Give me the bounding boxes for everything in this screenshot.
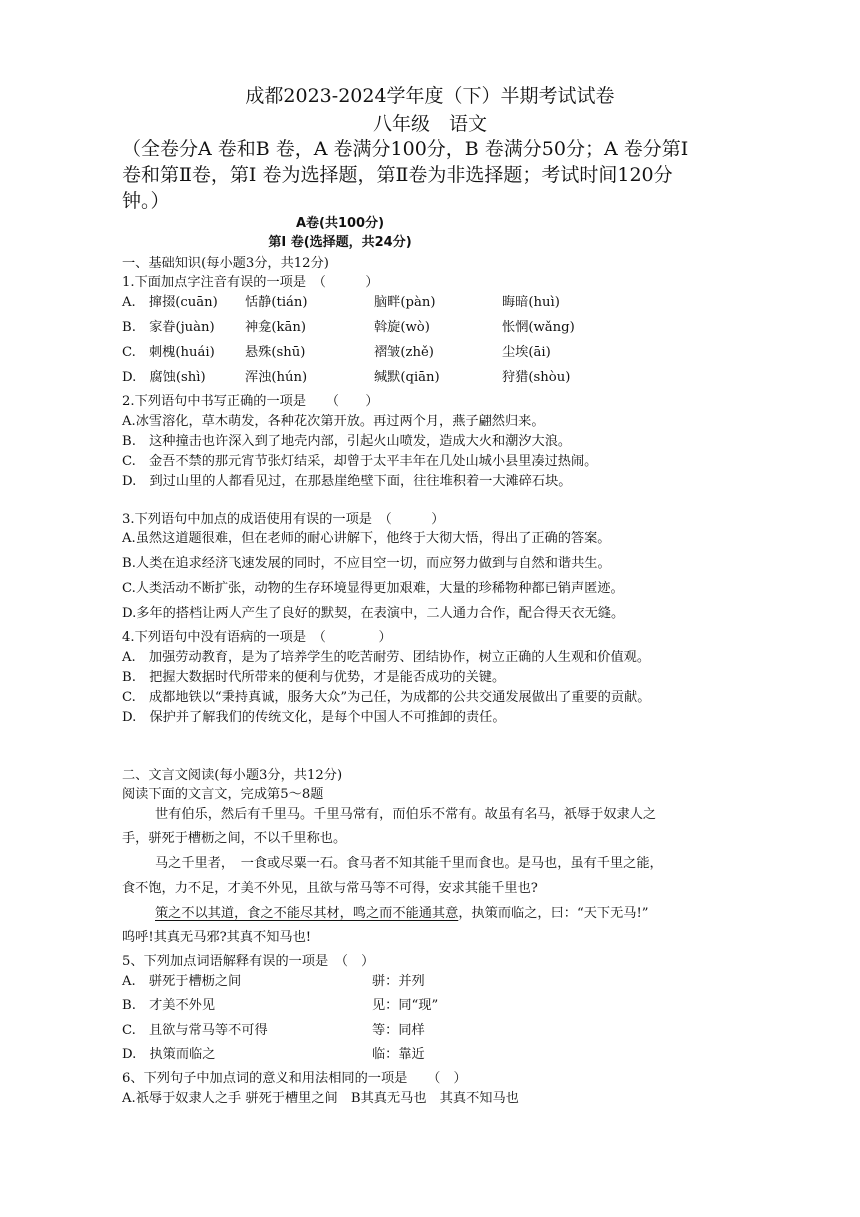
q1-row-a-word-4: 晦暗(huì): [502, 295, 560, 310]
question-3-stem: 3.下列语句中加点的成语使用有误的一项是 （ ）: [122, 512, 445, 527]
reading-instruction: 阅读下面的文言文，完成第5～8题: [122, 787, 324, 802]
q5-option-b-gloss: 见：同“现”: [372, 998, 439, 1013]
volume-1-title: 第Ⅰ 卷(选择题，共24分): [268, 235, 412, 250]
passage-paragraph-2-line-1: 马之千里者， 一食或尽粟一石。食马者不知其能千里而食也。是马也，虽有千里之能，: [155, 856, 663, 871]
question-4-stem: 4.下列语句中没有语病的一项是 （ ）: [122, 630, 392, 645]
q1-row-c-word-1: C. 刺槐(huái): [122, 345, 215, 360]
q1-row-b-word-3: 斡旋(wò): [374, 320, 430, 335]
q2-option-a: A.冰雪溶化，草木萌发，各种花次第开放。再过两个月，燕子翩然归来。: [122, 414, 545, 429]
q1-row-d-word-2: 浑浊(hún): [245, 370, 308, 385]
passage-paragraph-1-line-2: 手，骈死于槽枥之间，不以千里称也。: [122, 831, 347, 846]
section-1-heading: 一、基础知识(每小题3分，共12分): [122, 256, 329, 271]
question-1-stem: 1.下面加点字注音有误的一项是 （ ）: [122, 275, 379, 290]
q1-row-d-word-3: 缄默(qiān): [374, 370, 440, 385]
q1-row-c-word-3: 褶皱(zhě): [374, 345, 434, 360]
q4-option-a: A. 加强劳动教育，是为了培养学生的吃苦耐劳、团结协作，树立正确的人生观和价值观。: [122, 650, 651, 665]
q5-option-b-phrase: B. 才美不外见: [122, 998, 216, 1013]
q2-option-c: C. 金吾不禁的那元宵节张灯结采，却曾于太平丰年在几处山城小县里凑过热闹。: [122, 454, 598, 469]
q1-row-a-word-3: 脑畔(pàn): [374, 295, 436, 310]
question-5-stem: 5、下列加点词语解释有误的一项是 （ ）: [122, 954, 375, 969]
q6-option-a: A.祇辱于奴隶人之手 骈死于槽里之间 B其真无马也 其真不知马也: [122, 1091, 519, 1106]
q1-row-b-word-4: 怅惘(wǎng): [502, 320, 575, 335]
paragraph-3-continuation: ，执策而临之，曰：“天下无马!”: [458, 906, 649, 921]
q4-option-d: D. 保护并了解我们的传统文化，是每个中国人不可推卸的责任。: [122, 710, 506, 725]
passage-paragraph-1-line-1: 世有伯乐，然后有千里马。千里马常有，而伯乐不常有。故虽有名马，祇辱于奴隶人之: [155, 807, 657, 822]
exam-subtitle: 八年级 语文: [372, 113, 487, 135]
q1-row-a-word-1: A. 撺掇(cuān): [122, 295, 218, 310]
q5-option-d-gloss: 临：靠近: [372, 1047, 425, 1062]
q1-row-c-word-2: 悬殊(shū): [245, 345, 306, 360]
q1-row-b-word-1: B. 家眷(juàn): [122, 320, 215, 335]
exam-description-line-2: 卷和第Ⅱ卷，第Ⅰ 卷为选择题，第Ⅱ卷为非选择题；考试时间120分: [122, 164, 673, 186]
q5-option-c-phrase: C. 且欲与常马等不可得: [122, 1023, 268, 1038]
q5-option-d-phrase: D. 执策而临之: [122, 1047, 216, 1062]
q5-option-a-phrase: A. 骈死于槽枥之间: [122, 974, 242, 989]
q1-row-d-word-4: 狩猎(shòu): [502, 370, 571, 385]
q1-row-d-word-1: D. 腐蚀(shì): [122, 370, 206, 385]
exam-title: 成都2023-2024学年度（下）半期考试试卷: [245, 85, 615, 107]
passage-paragraph-2-line-2: 食不饱，力不足，才美不外见，且欲与常马等不可得，安求其能千里也?: [122, 881, 538, 896]
question-6-stem: 6、下列句子中加点词的意义和用法相同的一项是 （ ）: [122, 1071, 467, 1086]
q4-option-b: B. 把握大数据时代所带来的便利与优势，才是能否成功的关键。: [122, 670, 506, 685]
section-2-heading: 二、文言文阅读(每小题3分，共12分): [122, 768, 343, 783]
q1-row-c-word-4: 尘埃(āi): [502, 345, 551, 360]
q4-option-c: C. 成都地铁以“秉持真诚，服务大众”为己任，为成都的公共交通发展做出了重要的贡献。: [122, 690, 651, 705]
part-a-title: A卷(共100分): [295, 216, 385, 231]
q3-option-c: C.人类活动不断扩张，动物的生存环境显得更加艰难，大量的珍稀物种都已销声匿迹。: [122, 581, 624, 596]
q5-option-a-gloss: 骈：并列: [372, 974, 425, 989]
q1-row-a-word-2: 恬静(tián): [245, 295, 308, 310]
exam-description-line-3: 钟。）: [122, 190, 170, 212]
passage-paragraph-3-line-1: [155, 906, 649, 921]
question-2-stem: 2.下列语句中书写正确的一项是 （ ）: [122, 394, 379, 409]
q2-option-b: B. 这种撞击也许深入到了地壳内部，引起火山喷发，造成大火和潮汐大浪。: [122, 434, 572, 449]
q3-option-d: D.多年的搭档让两人产生了良好的默契，在表演中，二人通力合作，配合得天衣无缝。: [122, 606, 625, 621]
q3-option-b: B.人类在追求经济飞速发展的同时，不应目空一切，而应努力做到与自然和谐共生。: [122, 556, 611, 571]
q5-option-c-gloss: 等：同样: [372, 1023, 425, 1038]
underlined-sentence: 策之不以其道，食之不能尽其材，鸣之而不能通其意: [155, 906, 459, 921]
q3-option-a: A.虽然这道题很难，但在老师的耐心讲解下，他终于大彻大悟，得出了正确的答案。: [122, 531, 611, 546]
q1-row-b-word-2: 神龛(kān): [245, 320, 307, 335]
passage-paragraph-3-line-2: 呜呼!其真无马邪?其真不知马也!: [122, 930, 312, 945]
q2-option-d: D. 到过山里的人都看见过，在那悬崖绝壁下面，往往堆积着一大滩碎石块。: [122, 474, 572, 489]
exam-description-line-1: （全卷分A 卷和B 卷，A 卷满分100分，B 卷满分50分；A 卷分第Ⅰ: [122, 138, 689, 160]
